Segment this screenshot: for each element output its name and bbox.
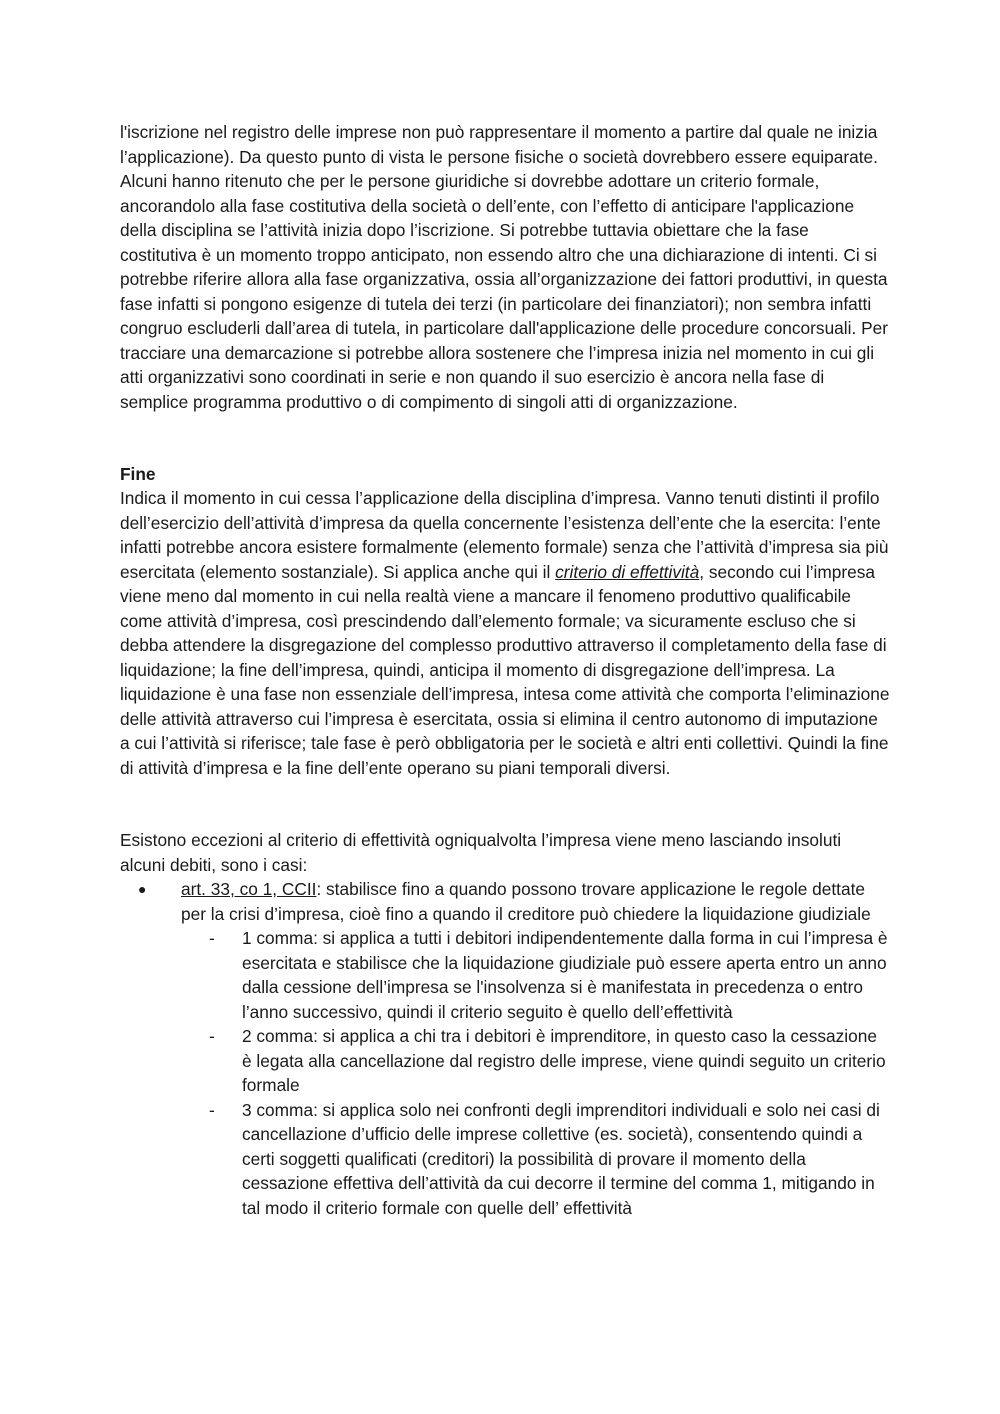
paragraph-fine-text-before: Indica il momento in cui cessa l’applicazione della disciplina d’impresa. Vanno tenuti distinti il profilo dell’esercizio dell’attività d’impresa da quella concernente l’esistenza dell’ente che la esercita: l’ente infatti potrebbe ancora esistere formalmente (elemento formale) senza che l’attività d’impresa sia più esercitata (elemento sostanziale). Si applica anche qui il — [120, 488, 889, 582]
criterio-effettivita-link[interactable]: criterio di effettività — [555, 561, 700, 582]
sub-item-comma-2 — [181, 1024, 890, 1098]
paragraph-fine — [120, 486, 890, 780]
bullet-marker: ● — [138, 881, 147, 897]
bullet-item-text: : stabilisce fino a quando possono trovare applicazione le regole dettate per la crisi d’impresa, cioè fino a quando il creditore può chiedere la liquidazione giudiziale — [181, 879, 871, 924]
dash-marker: - — [209, 1099, 215, 1120]
paragraph-eccezioni: Esistono eccezioni al criterio di effettività ogniqualvolta l’impresa viene meno lasciando insoluti alcuni debiti, sono i casi: — [120, 830, 842, 875]
paragraph-inizio-continuation: l'iscrizione nel registro delle imprese non può rappresentare il momento a partire dal quale ne inizia l’applicazione). Da questo punto di vista le persone fisiche o società dovrebbero essere equiparate. Alcuni hanno ritenuto che per le persone giuridiche si dovrebbe adottare un criterio formale, ancorandolo alla fase costitutiva della società o dell’ente, con l’effetto di anticipare l'applicazione della disciplina se l’attività inizia dopo l’iscrizione. Si potrebbe tuttavia obiettare che la fase costitutiva è un momento troppo anticipato, non essendo altro che una dichiarazione di intenti. Ci si potrebbe riferire allora alla fase organizzativa, ossia all’organizzazione dei fattori produttivi, in questa fase infatti si pongono esigenze di tutela dei terzi (in particolare dei finanziatori); non sembra infatti congruo escluderli dall’area di tutela, in particolare dall'applicazione delle procedure concorsuali. Per tracciare una demarcazione si potrebbe allora sostenere che l’impresa inizia nel momento in cui gli atti organizzativi sono coordinati in serie e non quando il suo esercizio è ancora nella fase di semplice programma produttivo o di compimento di singoli atti di organizzazione. — [120, 122, 888, 412]
dash-marker: - — [209, 1026, 215, 1046]
sub-item-text: 3 comma: si applica solo nei confronti degli imprenditori individuali e solo nei casi di cancellazione d’ufficio delle imprese collettive (es. società), consentendo quindi a certi soggetti qualificati (creditori) la possibilità di provare il momento della cessazione effettiva dell’attività da cui decorre il termine del comma 1, mitigando in tal modo il criterio formale con quelle dell’ effettività — [242, 1099, 880, 1218]
sub-item-comma-1 — [181, 926, 890, 1024]
bullet-item-art33 — [120, 877, 890, 1220]
sub-item-comma-3 — [181, 1098, 890, 1221]
dash-marker: - — [209, 928, 215, 948]
sub-item-text: 2 comma: si applica a chi tra i debitori è imprenditore, in questo caso la cessazione è legata alla cancellazione dal registro delle imprese, viene quindi seguito un criterio formale — [242, 1026, 886, 1095]
article-reference-link[interactable]: art. 33, co 1, CCII — [181, 879, 317, 899]
bullet-list — [120, 877, 890, 1220]
paragraph-fine-text-after: , secondo cui l’impresa viene meno dal momento in cui nella realtà viene a mancare il fenomeno produttivo qualificabile come attività d’impresa, così prescindendo dall’elemento formale; va sicuramente escluso che si debba attendere la disgregazione del complesso produttivo attraverso il completamento della fase di liquidazione; la fine dell’impresa, quindi, anticipa il momento di disgregazione dell’impresa. La liquidazione è una fase non essenziale dell’impresa, intesa come attività che comporta l’eliminazione delle attività attraverso cui l’impresa è esercitata, ossia si elimina il centro autonomo di imputazione a cui l’attività si riferisce; tale fase è però obbligatoria per le società e altri enti collettivi. Quindi la fine di attività d’impresa e la fine dell’ente operano su piani temporali diversi. — [120, 561, 890, 778]
sub-item-text: 1 comma: si applica a tutti i debitori indipendentemente dalla forma in cui l’impresa è esercitata e stabilisce che la liquidazione giudiziale può essere aperta entro un anno dalla cessione dell’impresa se l'insolvenza si è manifestata in precedenza o entro l’anno successivo, quindi il criterio seguito è quello dell’effettività — [242, 928, 888, 1022]
section-heading-fine: Fine — [120, 464, 156, 484]
sub-list — [181, 926, 890, 1220]
